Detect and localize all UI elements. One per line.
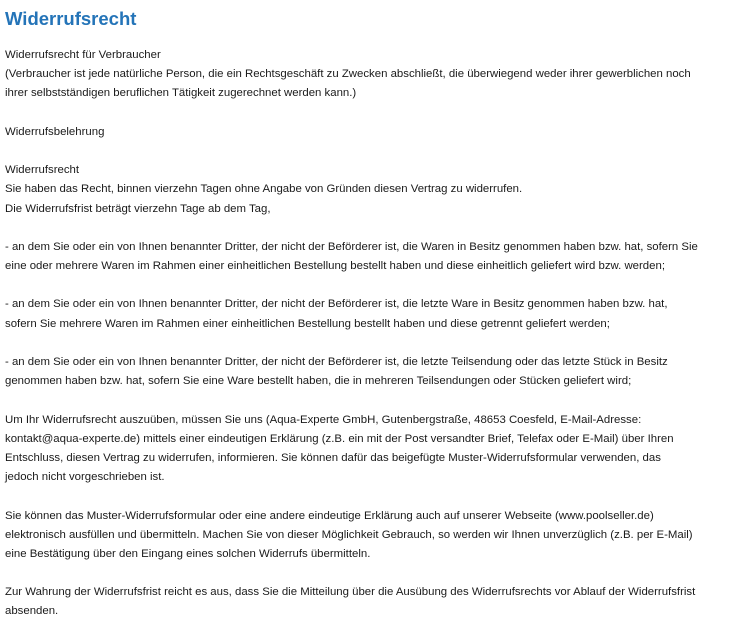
paragraph-line: - an dem Sie oder ein von Ihnen benannter Dritter, der nicht der Beförderer ist, die Waren in Besitz genommen haben bzw. hat, sofern Sie	[5, 240, 698, 253]
spacer	[5, 564, 731, 583]
spacer	[5, 219, 731, 238]
spacer	[5, 334, 731, 353]
intro-line: ihrer selbstständigen beruflichen Tätigkeit zugerechnet werden kann.)	[5, 87, 357, 100]
content	[5, 46, 731, 622]
paragraph-line: elektronisch ausfüllen und übermitteln. Machen Sie von dieser Möglichkeit Gebrauch, so werden wir Ihnen unverzüglich (z.B. per E-Mail)	[5, 528, 693, 541]
paragraph-line: kontakt@aqua-experte.de) mittels einer eindeutigen Erklärung (z.B. ein mit der Post versandter Brief, Telefax oder E-Mail) über Ihren	[5, 432, 674, 445]
paragraph-line: eine oder mehrere Waren im Rahmen einer einheitlichen Bestellung bestellt haben und diese einheitlich geliefert wird bzw. werden;	[5, 260, 665, 273]
paragraph-line: - an dem Sie oder ein von Ihnen benannter Dritter, der nicht der Beförderer ist, die letzte Teilsendung oder das letzte Stück in Besitz	[5, 356, 668, 368]
paragraph-line: Zur Wahrung der Widerrufsfrist reicht es aus, dass Sie die Mitteilung über die Ausübung des Widerrufsrechts vor Ablauf der Widerrufsfrist	[5, 586, 696, 599]
bullet-paragraph	[5, 353, 731, 391]
bullet-paragraph	[5, 295, 731, 333]
intro-paragraph	[5, 46, 731, 104]
paragraph-line: - an dem Sie oder ein von Ihnen benannter Dritter, der nicht der Beförderer ist, die letzte Ware in Besitz genommen haben bzw. hat,	[5, 298, 668, 311]
bullet-paragraph	[5, 238, 731, 276]
formular-paragraph	[5, 507, 731, 565]
widerrufsrecht-heading: Widerrufsrecht	[5, 164, 80, 177]
paragraph-line: absenden.	[5, 605, 59, 618]
spacer	[5, 104, 731, 123]
belehrung-heading: Widerrufsbelehrung	[5, 125, 105, 138]
paragraph-line: eine Bestätigung über den Eingang eines solchen Widerrufs übermitteln.	[5, 547, 371, 560]
widerrufsrecht-paragraph	[5, 161, 731, 219]
intro-line: Widerrufsrecht für Verbraucher	[5, 49, 161, 61]
intro-line: (Verbraucher ist jede natürliche Person, die ein Rechtsgeschäft zu Zwecken abschließt, die überwiegend weder ihrer gewerblichen noch	[5, 68, 691, 81]
paragraph-line: Die Widerrufsfrist beträgt vierzehn Tage ab dem Tag,	[5, 202, 271, 215]
paragraph-line: Entschluss, diesen Vertrag zu widerrufen, informieren. Sie können dafür das beigefügte Muster-Widerrufsformular verwenden, das	[5, 451, 661, 464]
paragraph-line: Um Ihr Widerrufsrecht auszuüben, müssen Sie uns (Aqua-Experte GmbH, Gutenbergstraße, 48653 Coesfeld, E-Mail-Adresse:	[5, 413, 642, 426]
frist-paragraph	[5, 583, 731, 621]
paragraph-line: Sie haben das Recht, binnen vierzehn Tagen ohne Angabe von Gründen diesen Vertrag zu widerrufen.	[5, 183, 523, 196]
spacer	[5, 391, 731, 410]
page-title: Widerrufsrecht	[5, 8, 137, 29]
paragraph-line: Sie können das Muster-Widerrufsformular oder eine andere eindeutige Erklärung auch auf unserer Webseite (www.poolseller.de)	[5, 509, 654, 522]
paragraph-line: genommen haben bzw. hat, sofern Sie eine Ware bestellt haben, die in mehreren Teilsendungen oder Stücken geliefert wird;	[5, 375, 632, 388]
paragraph-line: jedoch nicht vorgeschrieben ist.	[5, 471, 165, 484]
spacer	[5, 487, 731, 506]
paragraph-line: sofern Sie mehrere Waren im Rahmen einer einheitlichen Bestellung bestellt haben und diese getrennt geliefert werden;	[5, 317, 610, 330]
spacer	[5, 276, 731, 295]
spacer	[5, 142, 731, 161]
ausuebung-paragraph	[5, 411, 731, 488]
